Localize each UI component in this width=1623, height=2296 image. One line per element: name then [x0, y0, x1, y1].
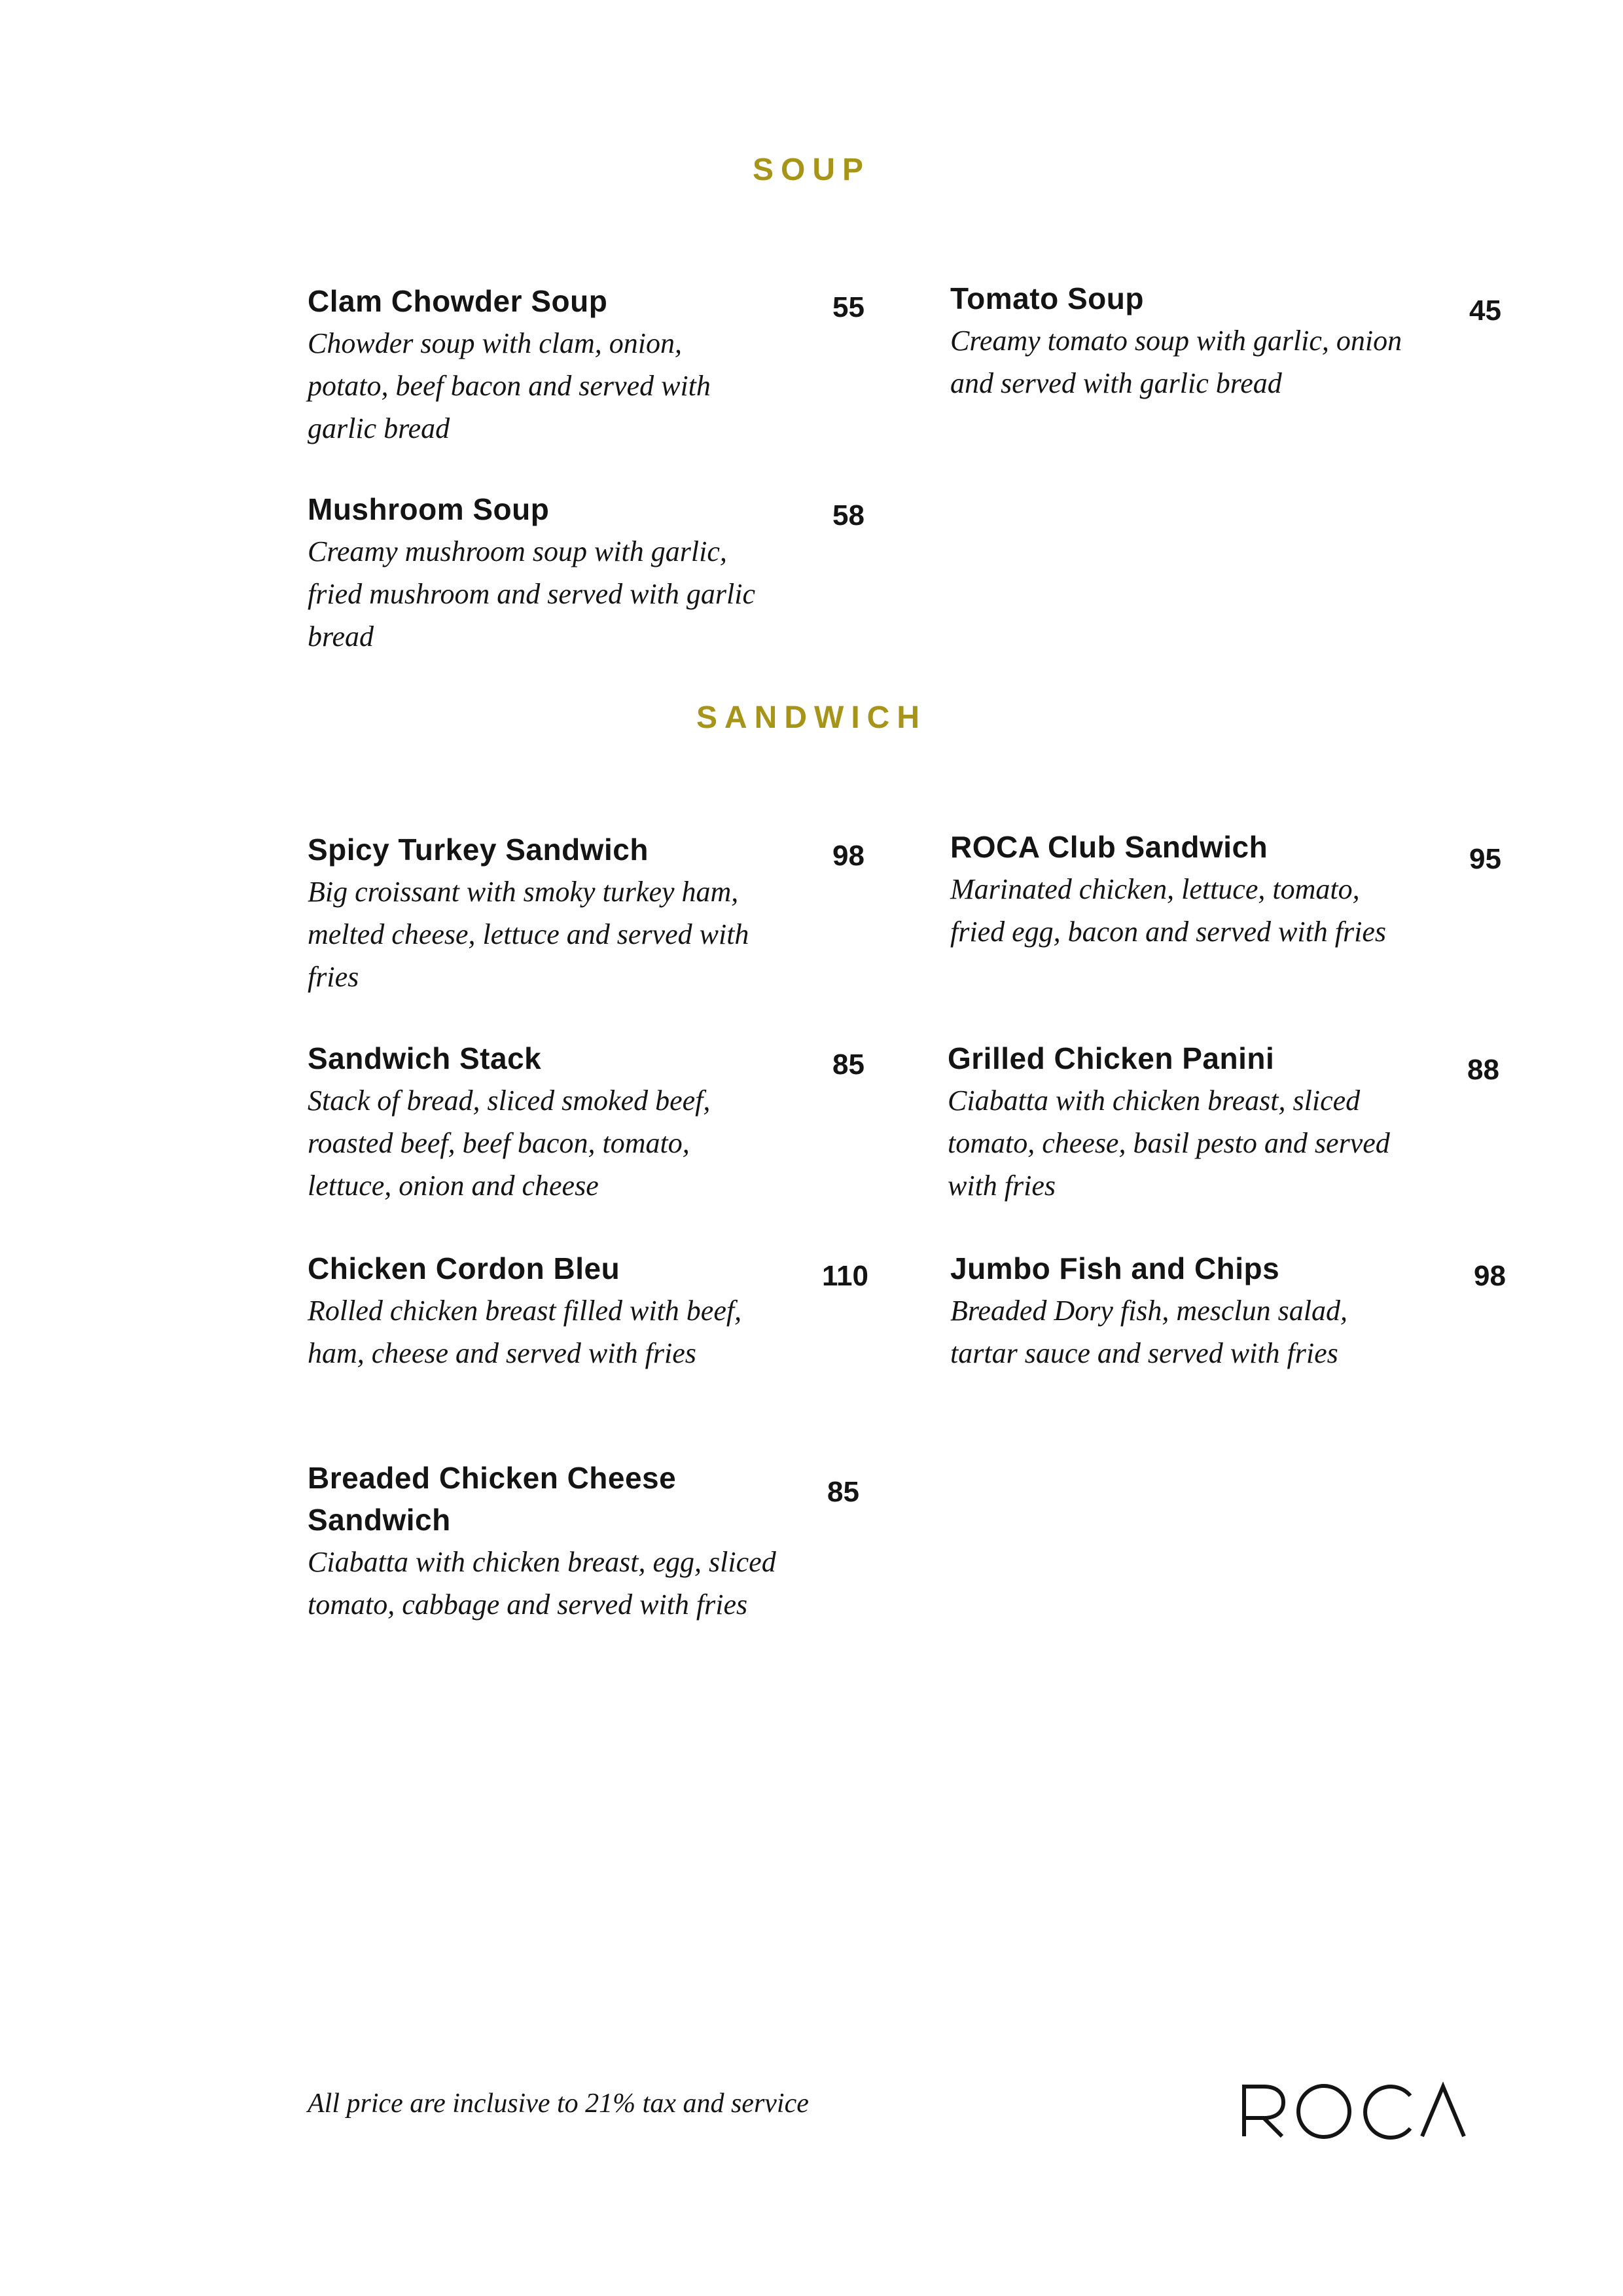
- menu-item-description: Ciabatta with chicken breast, sliced tomato, cheese, basil pesto and served with fries: [948, 1085, 1390, 1202]
- section-title-sandwich: SANDWICH: [696, 700, 927, 735]
- section-title-soup: SOUP: [752, 152, 871, 187]
- roca-logo: [1240, 2081, 1466, 2140]
- menu-item: [308, 1457, 779, 1626]
- menu-item-description: Ciabatta with chicken breast, egg, sliced tomato, cabbage and served with fries: [308, 1546, 776, 1621]
- menu-item-name: Jumbo Fish and Chips: [950, 1251, 1280, 1285]
- menu-item-name: Spicy Turkey Sandwich: [308, 833, 649, 867]
- menu-item-description: Creamy mushroom soup with garlic, fried mushroom and served with garlic bread: [308, 535, 755, 653]
- menu-item-name: Clam Chowder Soup: [308, 284, 608, 318]
- menu-item-description: Big croissant with smoky turkey ham, melted cheese, lettuce and served with fries: [308, 876, 749, 993]
- menu-item-price: 98: [1474, 1260, 1506, 1292]
- menu-item: [948, 1037, 1419, 1207]
- menu-item-name: Breaded Chicken Cheese Sandwich: [308, 1461, 677, 1537]
- menu-item-price: 98: [832, 840, 865, 872]
- menu-item-name: Sandwich Stack: [308, 1041, 542, 1075]
- menu-item-price: 95: [1469, 843, 1501, 875]
- menu-item-description: Stack of bread, sliced smoked beef, roasted beef, beef bacon, tomato, lettuce, onion and cheese: [308, 1085, 711, 1202]
- footer-tax-note: All price are inclusive to 21% tax and service: [308, 2089, 809, 2119]
- menu-item-description: Chowder soup with clam, onion, potato, beef bacon and served with garlic bread: [308, 327, 711, 444]
- menu-item-description: Creamy tomato soup with garlic, onion and served with garlic bread: [950, 325, 1402, 399]
- menu-item-price: 85: [832, 1049, 865, 1081]
- menu-item: [308, 1247, 779, 1374]
- menu-item-price: 88: [1467, 1054, 1499, 1086]
- menu-item-description: Marinated chicken, lettuce, tomato, fried egg, bacon and served with fries: [950, 873, 1387, 948]
- menu-item-price: 58: [832, 499, 865, 531]
- menu-item-name: Tomato Soup: [950, 281, 1144, 315]
- menu-item: [308, 1037, 779, 1207]
- menu-item-description: Breaded Dory fish, mesclun salad, tartar sauce and served with fries: [950, 1295, 1347, 1369]
- menu-item: [950, 826, 1421, 953]
- menu-item-name: Chicken Cordon Bleu: [308, 1251, 620, 1285]
- menu-item-price: 110: [822, 1260, 868, 1292]
- menu-item-price: 45: [1469, 295, 1501, 327]
- menu-item-price: 55: [832, 291, 865, 323]
- menu-item: [308, 280, 779, 450]
- menu-item: [950, 1247, 1421, 1374]
- menu-item: [308, 488, 779, 658]
- menu-item: [950, 278, 1421, 404]
- menu-item-price: 85: [827, 1476, 859, 1508]
- menu-item: [308, 829, 779, 998]
- menu-item-description: Rolled chicken breast filled with beef, ham, cheese and served with fries: [308, 1295, 742, 1369]
- menu-item-name: Grilled Chicken Panini: [948, 1041, 1275, 1075]
- menu-item-name: Mushroom Soup: [308, 492, 550, 526]
- menu-item-name: ROCA Club Sandwich: [950, 830, 1268, 864]
